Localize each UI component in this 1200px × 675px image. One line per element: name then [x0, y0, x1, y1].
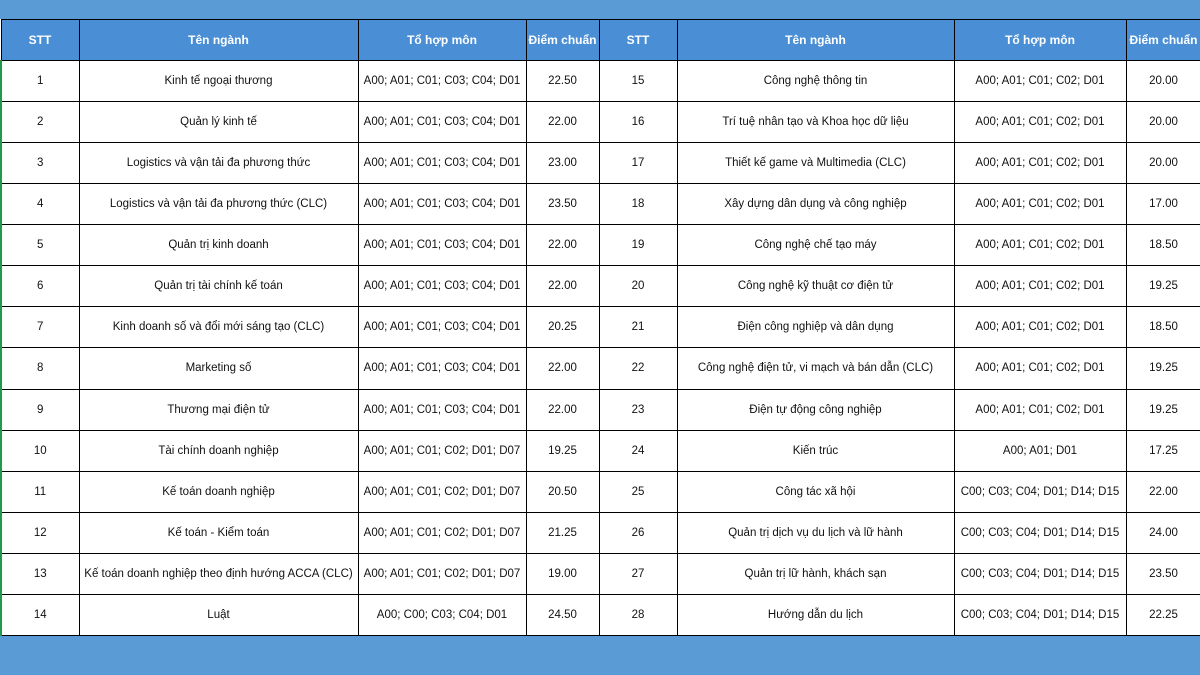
cell-stt: 9: [1, 389, 79, 430]
header-cutoff-score: Điểm chuẩn: [1126, 20, 1200, 61]
table-row: [1, 61, 1200, 102]
cell-cutoff-score: 22.00: [1126, 471, 1200, 512]
cell-cutoff-score: 19.25: [1126, 389, 1200, 430]
cell-major-name: Điện công nghiệp và dân dụng: [677, 307, 954, 348]
cell-cutoff-score: 22.00: [526, 389, 599, 430]
cell-cutoff-score: 21.25: [526, 512, 599, 553]
cell-cutoff-score: 20.25: [526, 307, 599, 348]
cell-stt: 7: [1, 307, 79, 348]
table-row: [1, 266, 1200, 307]
cell-subject-combination: A00; A01; C01; C03; C04; D01: [358, 184, 526, 225]
cell-subject-combination: A00; A01; C01; C02; D01: [954, 348, 1126, 389]
cell-subject-combination: A00; A01; C01; C03; C04; D01: [358, 307, 526, 348]
cell-stt: 23: [599, 389, 677, 430]
header-stt: STT: [1, 20, 79, 61]
table-row: [1, 553, 1200, 594]
cell-cutoff-score: 22.00: [526, 348, 599, 389]
table-row: [1, 143, 1200, 184]
cell-stt: 2: [1, 102, 79, 143]
cell-subject-combination: A00; A01; C01; C03; C04; D01: [358, 225, 526, 266]
cell-cutoff-score: 22.50: [526, 61, 599, 102]
cell-subject-combination: A00; A01; C01; C03; C04; D01: [358, 389, 526, 430]
table-row: [1, 184, 1200, 225]
cell-subject-combination: A00; A01; C01; C02; D01; D07: [358, 512, 526, 553]
cell-subject-combination: C00; C03; C04; D01; D14; D15: [954, 471, 1126, 512]
cell-cutoff-score: 24.50: [526, 594, 599, 635]
cell-subject-combination: A00; A01; C01; C02; D01: [954, 307, 1126, 348]
cell-subject-combination: A00; A01; C01; C02; D01; D07: [358, 430, 526, 471]
table-row: [1, 512, 1200, 553]
cell-cutoff-score: 20.00: [1126, 61, 1200, 102]
cell-subject-combination: C00; C03; C04; D01; D14; D15: [954, 553, 1126, 594]
cell-stt: 15: [599, 61, 677, 102]
cell-cutoff-score: 22.25: [1126, 594, 1200, 635]
cell-stt: 12: [1, 512, 79, 553]
cell-subject-combination: A00; A01; C01; C02; D01: [954, 389, 1126, 430]
cell-stt: 26: [599, 512, 677, 553]
cell-cutoff-score: 23.50: [1126, 553, 1200, 594]
cell-stt: 3: [1, 143, 79, 184]
score-table-frame: [0, 19, 1200, 636]
cell-subject-combination: A00; A01; C01; C02; D01: [954, 143, 1126, 184]
cell-stt: 19: [599, 225, 677, 266]
cell-stt: 21: [599, 307, 677, 348]
cell-major-name: Logistics và vận tải đa phương thức: [79, 143, 358, 184]
cell-subject-combination: A00; A01; C01; C02; D01: [954, 102, 1126, 143]
cell-stt: 14: [1, 594, 79, 635]
cell-major-name: Điện tự động công nghiệp: [677, 389, 954, 430]
cell-major-name: Kiến trúc: [677, 430, 954, 471]
cell-major-name: Thương mại điện tử: [79, 389, 358, 430]
cell-subject-combination: A00; A01; C01; C02; D01: [954, 184, 1126, 225]
cell-stt: 16: [599, 102, 677, 143]
header-subject-combination: Tổ hợp môn: [954, 20, 1126, 61]
cell-subject-combination: A00; A01; D01: [954, 430, 1126, 471]
cell-stt: 20: [599, 266, 677, 307]
cell-major-name: Công nghệ thông tin: [677, 61, 954, 102]
cell-stt: 6: [1, 266, 79, 307]
table-row: [1, 471, 1200, 512]
cell-stt: 5: [1, 225, 79, 266]
cell-subject-combination: A00; A01; C01; C03; C04; D01: [358, 102, 526, 143]
cell-stt: 4: [1, 184, 79, 225]
cell-major-name: Kế toán doanh nghiệp: [79, 471, 358, 512]
cell-cutoff-score: 18.50: [1126, 307, 1200, 348]
cell-major-name: Kế toán doanh nghiệp theo định hướng ACCA (CLC): [79, 553, 358, 594]
header-row: [1, 20, 1200, 61]
table-row: [1, 594, 1200, 635]
cell-major-name: Quản trị dịch vụ du lịch và lữ hành: [677, 512, 954, 553]
cell-stt: 10: [1, 430, 79, 471]
header-subject-combination: Tổ hợp môn: [358, 20, 526, 61]
cell-cutoff-score: 17.25: [1126, 430, 1200, 471]
cell-major-name: Công nghệ điện tử, vi mạch và bán dẫn (CLC): [677, 348, 954, 389]
cell-stt: 25: [599, 471, 677, 512]
cell-cutoff-score: 23.00: [526, 143, 599, 184]
header-stt: STT: [599, 20, 677, 61]
cell-subject-combination: C00; C03; C04; D01; D14; D15: [954, 594, 1126, 635]
cell-subject-combination: A00; A01; C01; C02; D01: [954, 225, 1126, 266]
cell-cutoff-score: 19.25: [526, 430, 599, 471]
cell-major-name: Marketing số: [79, 348, 358, 389]
cell-cutoff-score: 19.25: [1126, 348, 1200, 389]
cell-major-name: Trí tuệ nhân tạo và Khoa học dữ liệu: [677, 102, 954, 143]
cell-stt: 11: [1, 471, 79, 512]
cell-stt: 27: [599, 553, 677, 594]
cell-subject-combination: A00; A01; C01; C03; C04; D01: [358, 143, 526, 184]
cell-cutoff-score: 20.00: [1126, 143, 1200, 184]
cell-subject-combination: C00; C03; C04; D01; D14; D15: [954, 512, 1126, 553]
cell-cutoff-score: 22.00: [526, 266, 599, 307]
admission-score-table: [0, 19, 1200, 636]
header-major-name: Tên ngành: [79, 20, 358, 61]
cell-subject-combination: A00; A01; C01; C03; C04; D01: [358, 61, 526, 102]
cell-subject-combination: A00; A01; C01; C03; C04; D01: [358, 266, 526, 307]
table-row: [1, 225, 1200, 266]
cell-cutoff-score: 23.50: [526, 184, 599, 225]
table-row: [1, 389, 1200, 430]
cell-major-name: Kinh doanh số và đổi mới sáng tạo (CLC): [79, 307, 358, 348]
table-body: [1, 61, 1200, 636]
header-cutoff-score: Điểm chuẩn: [526, 20, 599, 61]
cell-subject-combination: A00; C00; C03; C04; D01: [358, 594, 526, 635]
cell-major-name: Công nghệ chế tạo máy: [677, 225, 954, 266]
cell-cutoff-score: 20.00: [1126, 102, 1200, 143]
cell-cutoff-score: 19.00: [526, 553, 599, 594]
cell-subject-combination: A00; A01; C01; C03; C04; D01: [358, 348, 526, 389]
cell-major-name: Quản trị tài chính kế toán: [79, 266, 358, 307]
cell-stt: 1: [1, 61, 79, 102]
cell-major-name: Quản trị kinh doanh: [79, 225, 358, 266]
cell-major-name: Hướng dẫn du lịch: [677, 594, 954, 635]
cell-cutoff-score: 18.50: [1126, 225, 1200, 266]
cell-stt: 13: [1, 553, 79, 594]
cell-cutoff-score: 22.00: [526, 102, 599, 143]
cell-major-name: Quản trị lữ hành, khách sạn: [677, 553, 954, 594]
cell-subject-combination: A00; A01; C01; C02; D01; D07: [358, 553, 526, 594]
cell-major-name: Luật: [79, 594, 358, 635]
cell-subject-combination: A00; A01; C01; C02; D01: [954, 61, 1126, 102]
cell-subject-combination: A00; A01; C01; C02; D01: [954, 266, 1126, 307]
table-row: [1, 348, 1200, 389]
cell-stt: 8: [1, 348, 79, 389]
cell-cutoff-score: 24.00: [1126, 512, 1200, 553]
cell-cutoff-score: 17.00: [1126, 184, 1200, 225]
cell-cutoff-score: 20.50: [526, 471, 599, 512]
table-row: [1, 307, 1200, 348]
table-row: [1, 102, 1200, 143]
cell-major-name: Logistics và vận tải đa phương thức (CLC): [79, 184, 358, 225]
cell-major-name: Tài chính doanh nghiệp: [79, 430, 358, 471]
cell-cutoff-score: 22.00: [526, 225, 599, 266]
cell-major-name: Công tác xã hội: [677, 471, 954, 512]
cell-cutoff-score: 19.25: [1126, 266, 1200, 307]
cell-major-name: Kinh tế ngoại thương: [79, 61, 358, 102]
table-row: [1, 430, 1200, 471]
cell-major-name: Xây dựng dân dụng và công nghiệp: [677, 184, 954, 225]
cell-stt: 28: [599, 594, 677, 635]
header-major-name: Tên ngành: [677, 20, 954, 61]
cell-stt: 17: [599, 143, 677, 184]
cell-subject-combination: A00; A01; C01; C02; D01; D07: [358, 471, 526, 512]
cell-stt: 18: [599, 184, 677, 225]
cell-major-name: Quản lý kinh tế: [79, 102, 358, 143]
cell-stt: 24: [599, 430, 677, 471]
cell-stt: 22: [599, 348, 677, 389]
cell-major-name: Kế toán - Kiểm toán: [79, 512, 358, 553]
cell-major-name: Thiết kế game và Multimedia (CLC): [677, 143, 954, 184]
cell-major-name: Công nghệ kỹ thuật cơ điện tử: [677, 266, 954, 307]
